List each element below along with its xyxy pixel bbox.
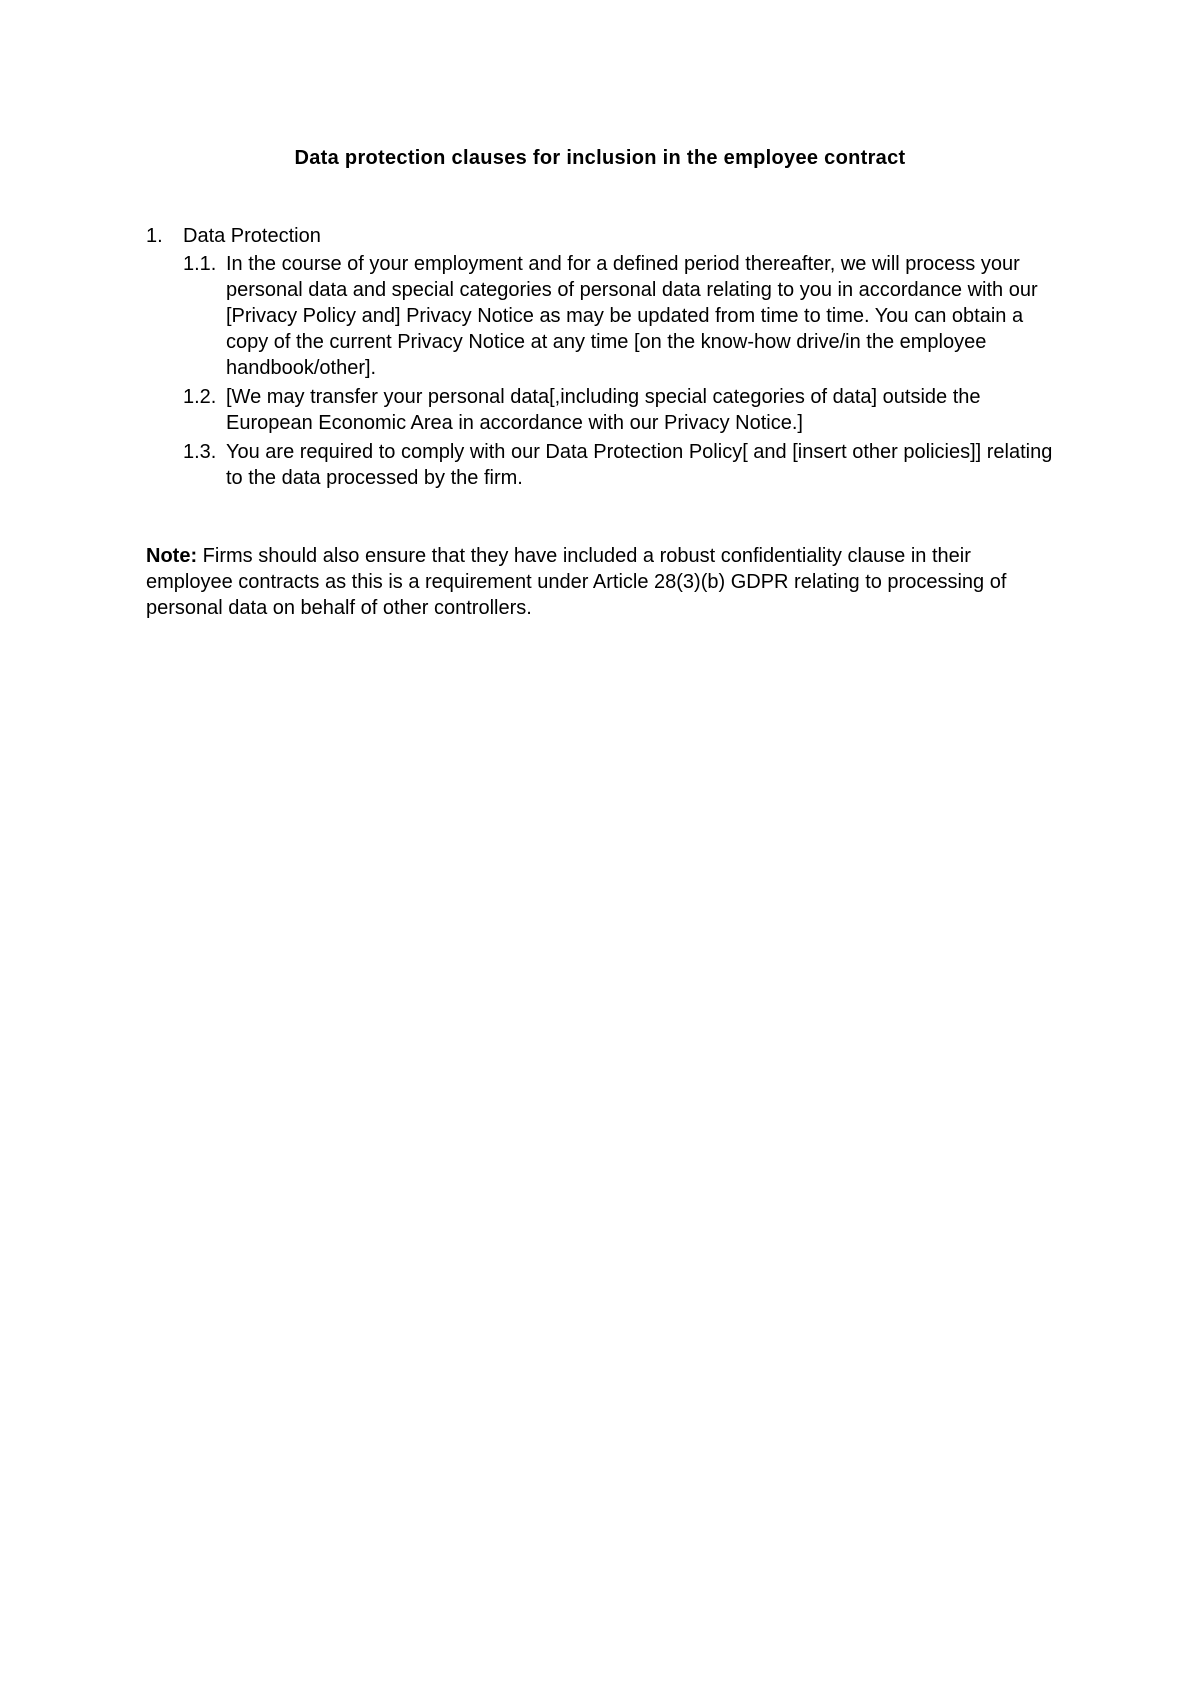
clause-1-3 — [183, 439, 1066, 491]
clause-1-1 — [183, 251, 1066, 381]
note-text: Firms should also ensure that they have included a robust confidentiality clause in their employee contracts as this is a requirement under Article 28(3)(b) GDPR relating to processing of personal data on behalf of other controllers. — [146, 545, 1007, 619]
document-title: Data protection clauses for inclusion in the employee contract — [294, 147, 906, 169]
section-data-protection — [146, 223, 1066, 494]
clause-text: [We may transfer your personal data[,including special categories of data] outside the European Economic Area in accordance with our Privacy Notice.] — [226, 386, 981, 434]
clause-number: 1.2. — [183, 386, 217, 408]
clause-list — [183, 251, 1066, 491]
note-paragraph — [146, 543, 1046, 621]
section-heading-text: Data Protection — [183, 225, 321, 247]
clause-number: 1.3. — [183, 441, 217, 463]
section-heading — [146, 223, 1066, 249]
clause-1-2 — [183, 384, 1066, 436]
clause-number: 1.1. — [183, 253, 217, 275]
clause-text: You are required to comply with our Data Protection Policy[ and [insert other policies]] relating to the data processed by the firm. — [226, 441, 1053, 489]
section-number: 1. — [146, 225, 163, 247]
note-label: Note: — [146, 545, 198, 567]
clause-text: In the course of your employment and for a defined period thereafter, we will process your personal data and special categories of personal data relating to you in accordance with our [Privacy Policy and] Privacy Notice as may be updated from time to time. You can obtain a copy of the current Privacy Notice at any time [on the know-how drive/in the employee handbook/other]. — [226, 253, 1038, 379]
